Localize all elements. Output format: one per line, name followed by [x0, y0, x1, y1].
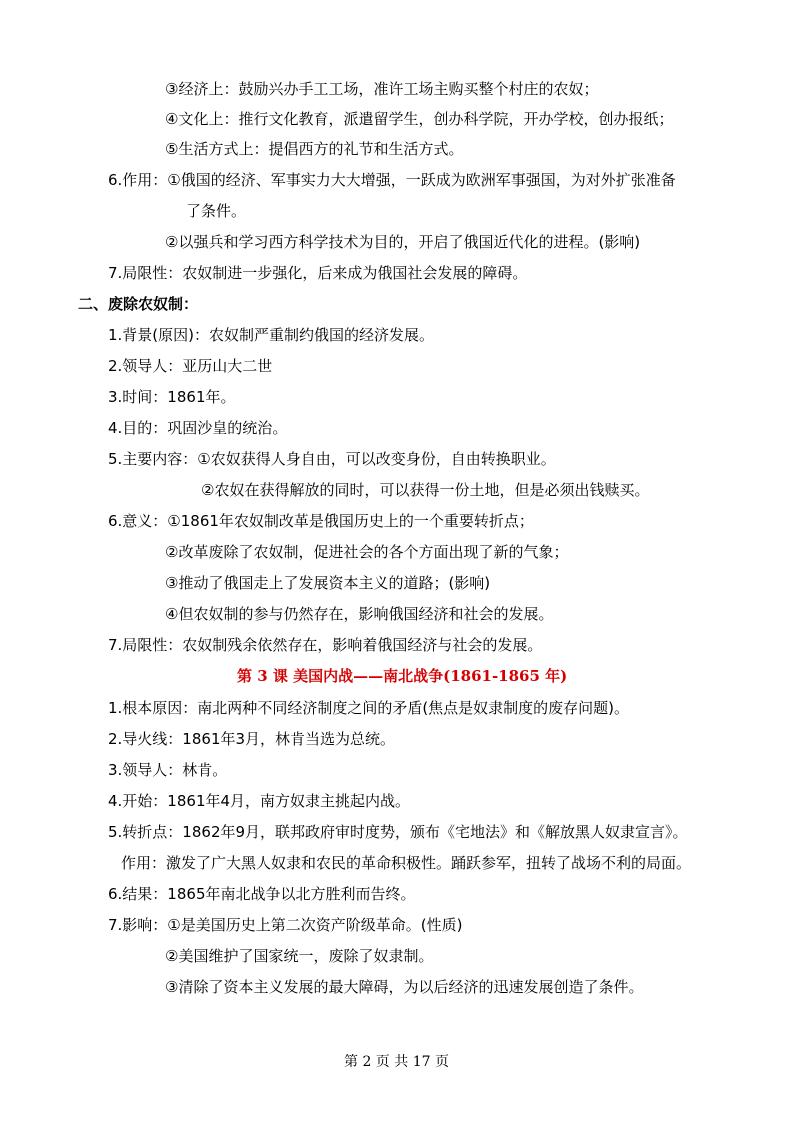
- lesson-title: 第 3 课 美国内战——南北战争(1861-1865 年): [237, 667, 568, 685]
- text-line: 5.主要内容：①农奴获得人身自由，可以改变身份，自由转换职业。: [108, 450, 556, 468]
- text-line: 6.结果：1865年南北战争以北方胜利而告终。: [108, 885, 416, 903]
- text-line: 1.根本原因：南北两种不同经济制度之间的矛盾(焦点是奴隶制度的废存问题)。: [108, 699, 630, 717]
- text-line: ④文化上：推行文化教育，派遣留学生，创办科学院，开办学校，创办报纸；: [165, 110, 674, 128]
- text-line: 2.导火线：1861年3月，林肯当选为总统。: [108, 730, 396, 748]
- text-line: 1.背景(原因)：农奴制严重制约俄国的经济发展。: [108, 326, 435, 344]
- text-line: 了条件。: [186, 202, 247, 220]
- text-line: ③经济上：鼓励兴办手工工场，准许工场主购买整个村庄的农奴；: [165, 80, 599, 98]
- section-heading: 二、废除农奴制：: [78, 295, 199, 313]
- text-line: ⑤生活方式上：提倡西方的礼节和生活方式。: [165, 140, 464, 158]
- text-line: 2.领导人：亚历山大二世: [108, 357, 273, 375]
- text-line: ③推动了俄国走上了发展资本主义的道路；(影响): [165, 574, 491, 592]
- text-line: 6.作用：①俄国的经济、军事实力大大增强，一跃成为欧洲军事强国，为对外扩张准备: [108, 171, 676, 189]
- text-line: ②改革废除了农奴制，促进社会的各个方面出现了新的气象；: [165, 543, 569, 561]
- page-footer: 第 2 页 共 17 页: [344, 1054, 449, 1070]
- text-line: 7.影响：①是美国历史上第二次资产阶级革命。(性质): [108, 916, 463, 934]
- text-line: 4.开始：1861年4月，南方奴隶主挑起内战。: [108, 792, 411, 810]
- text-line: 3.领导人：林肯。: [108, 761, 228, 779]
- text-line: ②农奴在获得解放的同时，可以获得一份土地，但是必须出钱赎买。: [201, 481, 650, 499]
- text-line: 5.转折点：1862年9月，联邦政府审时度势，颁布《宅地法》和《解放黑人奴隶宣言》。: [108, 823, 688, 841]
- text-line: ③清除了资本主义发展的最大障碍，为以后经济的迅速发展创造了条件。: [165, 978, 644, 996]
- text-line: 7.局限性：农奴制残余依然存在，影响着俄国经济与社会的发展。: [108, 636, 543, 654]
- text-line: ④但农奴制的参与仍然存在，影响俄国经济和社会的发展。: [165, 605, 554, 623]
- text-line: 3.时间：1861年。: [108, 388, 236, 406]
- text-line: ②美国维护了国家统一，废除了奴隶制。: [165, 947, 434, 965]
- text-line: 4.目的：巩固沙皇的统治。: [108, 419, 288, 437]
- text-line: 7.局限性：农奴制进一步强化，后来成为俄国社会发展的障碍。: [108, 264, 528, 282]
- text-line: ②以强兵和学习西方科学技术为目的，开启了俄国近代化的进程。(影响): [165, 233, 641, 251]
- text-line: 作用：激发了广大黑人奴隶和农民的革命积极性。踊跃参军，扭转了战场不利的局面。: [121, 854, 692, 872]
- text-line: 6.意义：①1861年农奴制改革是俄国历史上的一个重要转折点；: [108, 512, 534, 530]
